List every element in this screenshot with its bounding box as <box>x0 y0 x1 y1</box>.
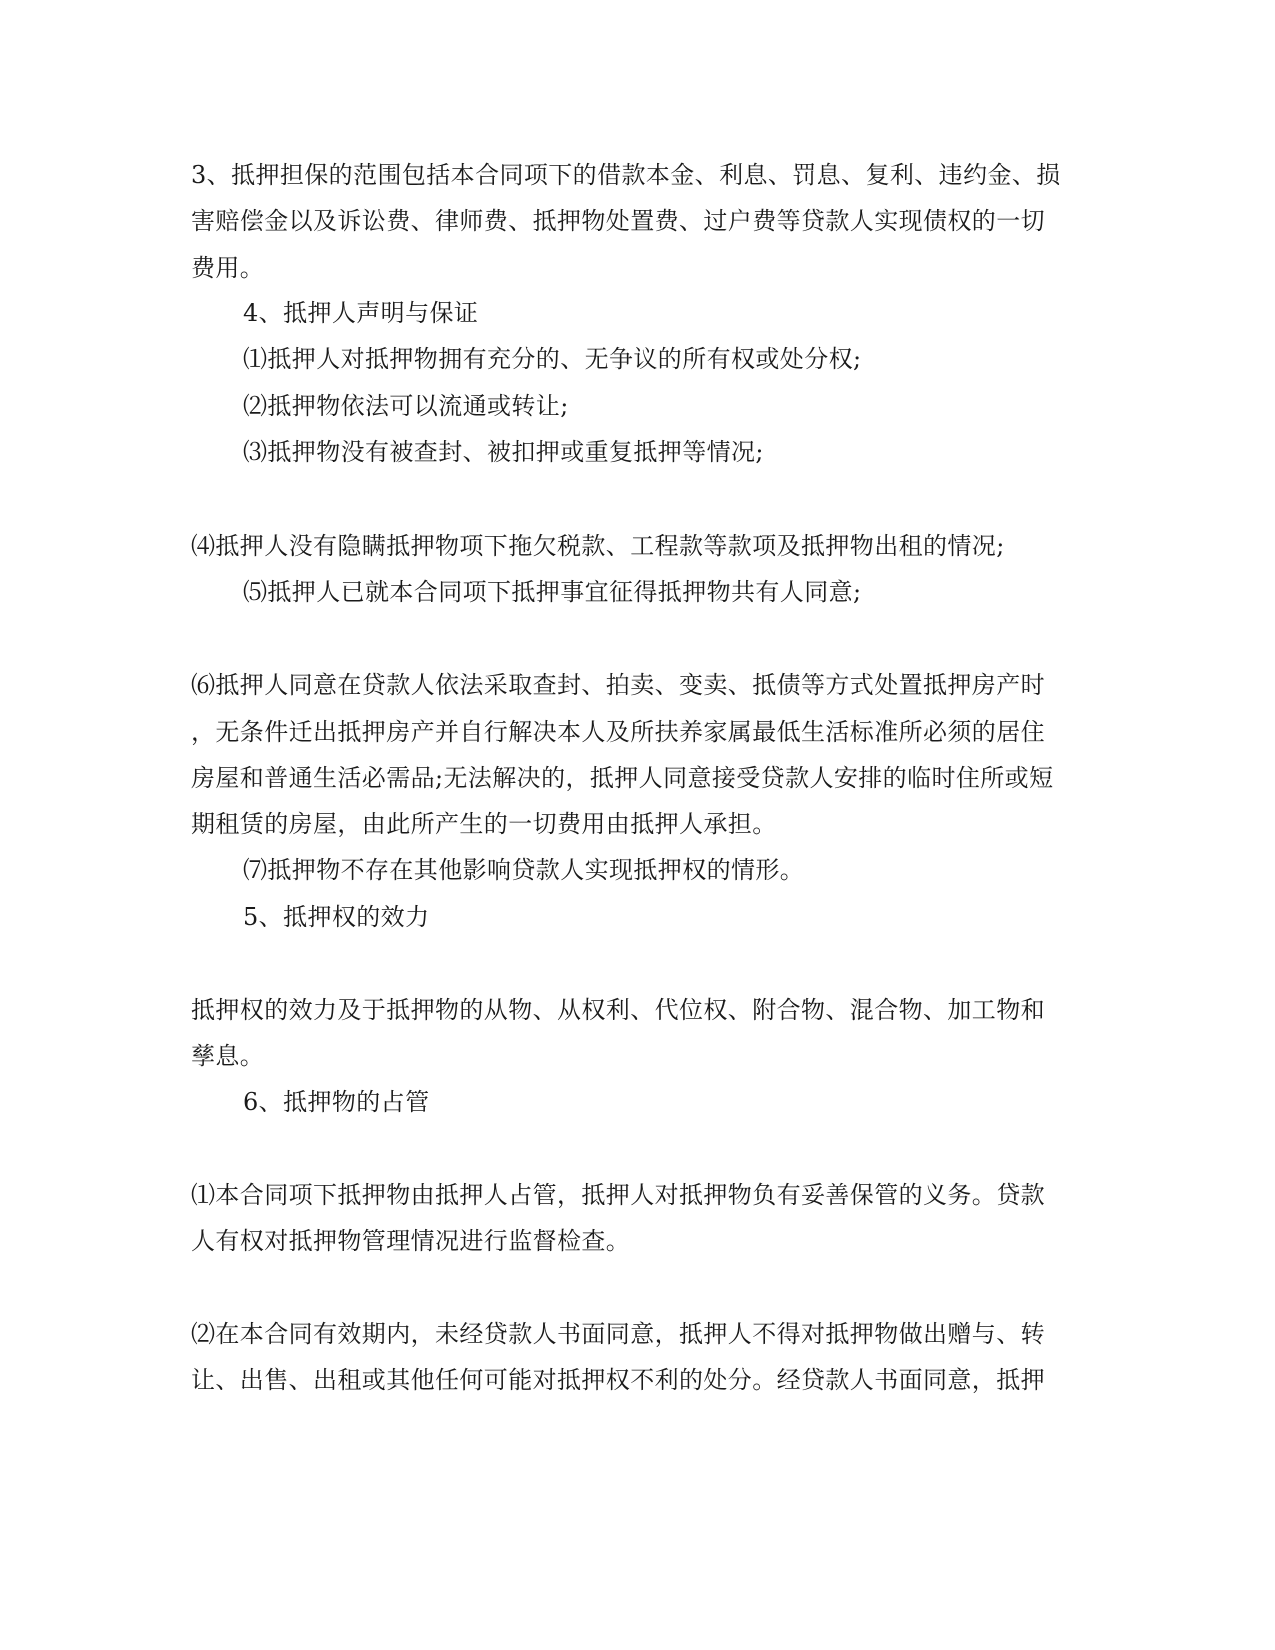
text-line: 房屋和普通生活必需品;无法解决的，抵押人同意接受贷款人安排的临时住所或短 <box>191 764 1054 792</box>
text-line: 害赔偿金以及诉讼费、律师费、抵押物处置费、过户费等贷款人实现债权的一切 <box>191 207 1045 235</box>
text-line: ⑴本合同项下抵押物由抵押人占管，抵押人对抵押物负有妥善保管的义务。贷款 <box>191 1181 1045 1209</box>
text-line: 费用。 <box>191 254 265 282</box>
text-line: ⑹抵押人同意在贷款人依法采取查封、拍卖、变卖、抵债等方式处置抵押房产时 <box>191 671 1045 699</box>
section-heading: 4、抵押人声明与保证 <box>243 299 479 327</box>
section-heading: 6、抵押物的占管 <box>243 1088 430 1116</box>
text-line: ⑴抵押人对抵押物拥有充分的、无争议的所有权或处分权; <box>243 345 862 373</box>
text-line: 人有权对抵押物管理情况进行监督检查。 <box>191 1227 631 1255</box>
text-line: ，无条件迁出抵押房产并自行解决本人及所扶养家属最低生活标准所必须的居住 <box>191 718 1045 746</box>
text-line: ⑷抵押人没有隐瞒抵押物项下拖欠税款、工程款等款项及抵押物出租的情况; <box>191 532 1005 560</box>
text-line: ⑵在本合同有效期内，未经贷款人书面同意，抵押人不得对抵押物做出赠与、转 <box>191 1320 1045 1348</box>
text-line: ⑶抵押物没有被查封、被扣押或重复抵押等情况; <box>243 438 764 466</box>
text-line: ⑸抵押人已就本合同项下抵押事宜征得抵押物共有人同意; <box>243 578 862 606</box>
text-line: 3、抵押担保的范围包括本合同项下的借款本金、利息、罚息、复利、违约金、损 <box>191 161 1061 189</box>
text-line: 抵押权的效力及于抵押物的从物、从权利、代位权、附合物、混合物、加工物和 <box>191 996 1045 1024</box>
text-line: ⑺抵押物不存在其他影响贷款人实现抵押权的情形。 <box>243 856 805 884</box>
text-line: ⑵抵押物依法可以流通或转让; <box>243 392 569 420</box>
text-line: 期租赁的房屋，由此所产生的一切费用由抵押人承担。 <box>191 810 777 838</box>
section-heading: 5、抵押权的效力 <box>243 903 430 931</box>
text-line: 让、出售、出租或其他任何可能对抵押权不利的处分。经贷款人书面同意，抵押 <box>191 1366 1045 1394</box>
text-line: 孳息。 <box>191 1042 265 1070</box>
